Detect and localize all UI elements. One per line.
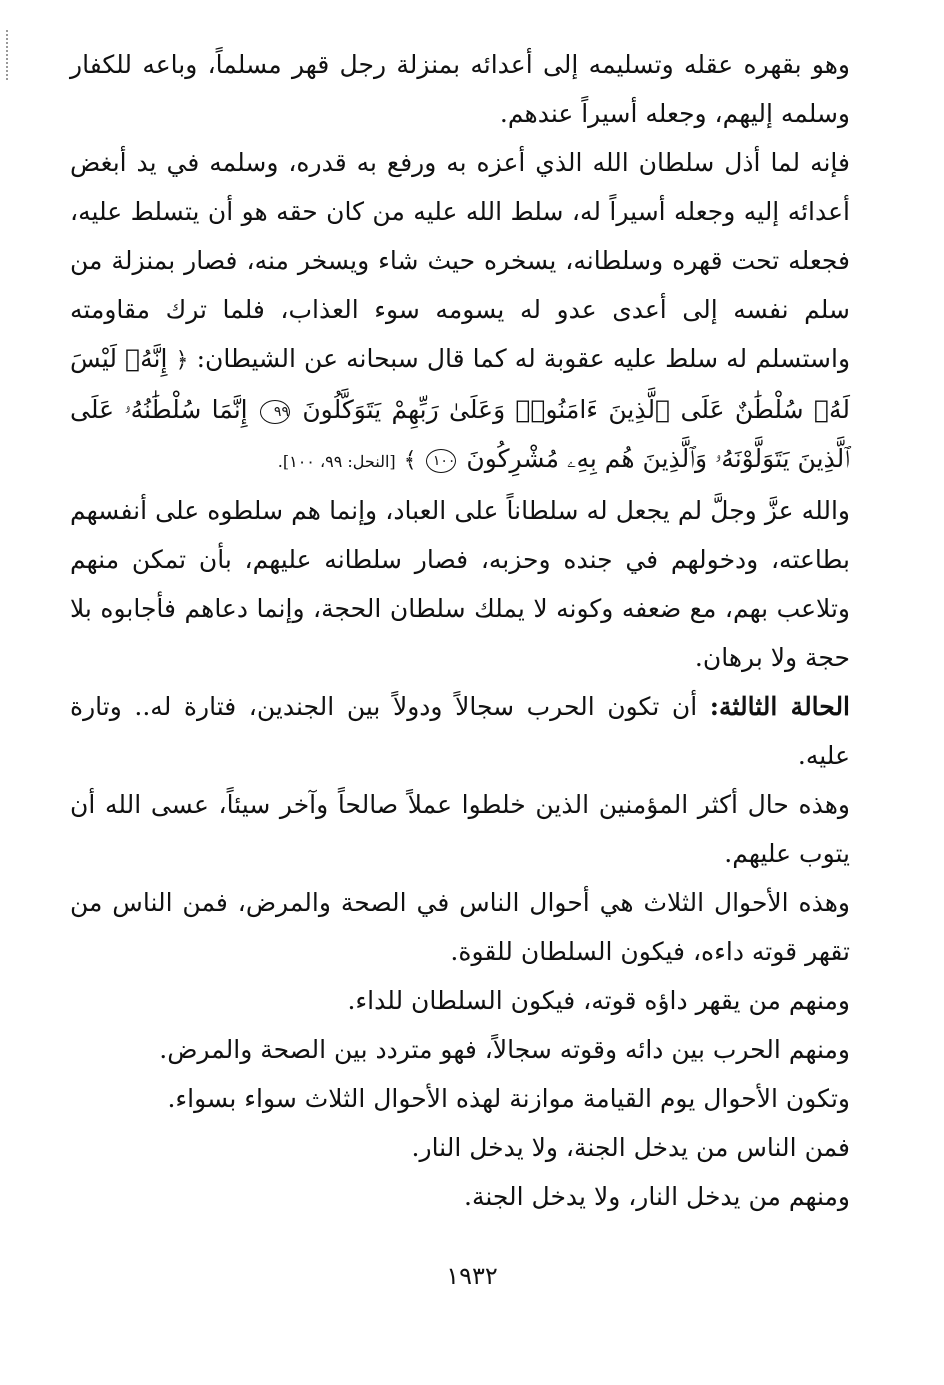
paragraph-9: وتكون الأحوال يوم القيامة موازنة لهذه الأحوال الثلاث سواء بسواء. [167, 1084, 850, 1113]
ayah-number-99: ٩٩ [260, 400, 290, 424]
quran-verse-100: إِنَّمَا سُلْطَٰنُهُۥ عَلَى ٱلَّذِينَ يَتَوَلَّوْنَهُۥ وَٱلَّذِينَ هُم بِهِۦ مُشْرِكُونَ [70, 395, 850, 473]
margin-dots [6, 30, 10, 80]
paragraph-8: ومنهم الحرب بين دائه وقوته سجالاً، فهو متردد بين الصحة والمرض. [159, 1035, 850, 1064]
page-number: ١٩٣٢ [446, 1262, 498, 1290]
paragraph-10: فمن الناس من يدخل الجنة، ولا يدخل النار. [411, 1133, 850, 1162]
ayah-number-100: ١٠٠ [426, 449, 456, 473]
quran-verse-99: إِنَّهُۥ لَيْسَ لَهُۥ سُلْطَٰنٌ عَلَى ٱلَّذِينَ ءَامَنُوا۟ وَعَلَىٰ رَبِّهِمْ يَتَوَكَّلُونَ [70, 344, 850, 424]
quran-open-bracket: ﴿ [175, 348, 189, 373]
paragraph-4-text: أن تكون الحرب سجالاً ودولاً بين الجندين، فتارة له.. وتارة عليه. [70, 692, 850, 770]
paragraph-2-text: فإنه لما أذل سلطان الله الذي أعزه به ورفع به قدره، وسلمه في يد أبغض أعدائه إليه وجعله أسيراً له، سلط الله عليه من كان حقه هو أن يتسلط عليه، فجعله تحت قهره وسلطانه، يسخره حيث شاء ويسخر منه، فصار بمنزلة من سلم نفسه إلى أعدى عدو له يسومه سوء العذاب، فلما ترك مقاومته واستسلم له سلط عليه عقوبة له كما قال سبحانه عن الشيطان: [70, 148, 851, 373]
paragraph-4 [70, 682, 850, 780]
paragraph-1: وهو بقهره عقله وتسليمه إلى أعدائه بمنزلة رجل قهر مسلماً، وباعه للكفار وسلمه إليهم، وجعله أسيراً عندهم. [70, 50, 850, 128]
paragraph-11: ومنهم من يدخل النار، ولا يدخل الجنة. [464, 1182, 850, 1211]
paragraph-7: ومنهم من يقهر داؤه قوته، فيكون السلطان للداء. [347, 986, 850, 1015]
paragraph-3: والله عزَّ وجلَّ لم يجعل له سلطاناً على العباد، وإنما هم سلطوه على أنفسهم بطاعته، ودخولهم في جنده وحزبه، فصار سلطانه عليهم، بأن تمكن منهم وتلاعب بهم، مع ضعفه وكونه لا يملك سلطان الحجة، وإنما دعاهم فأجابوه بلا حجة ولا برهان. [70, 496, 850, 672]
paragraph-2 [70, 138, 850, 486]
paragraph-6: وهذه الأحوال الثلاث هي أحوال الناس في الصحة والمرض، فمن الناس من تقهر قوته داءه، فيكون السلطان للقوة. [70, 888, 850, 966]
third-state-label: الحالة الثالثة: [709, 692, 851, 721]
paragraph-5: وهذه حال أكثر المؤمنين الذين خلطوا عملاً صالحاً وآخر سيئاً، عسى الله أن يتوب عليهم. [70, 790, 850, 868]
quran-reference: [النحل: ٩٩، ١٠٠]. [277, 452, 396, 471]
page-body [70, 40, 850, 1221]
quran-close-bracket: ﴾ [403, 448, 417, 473]
